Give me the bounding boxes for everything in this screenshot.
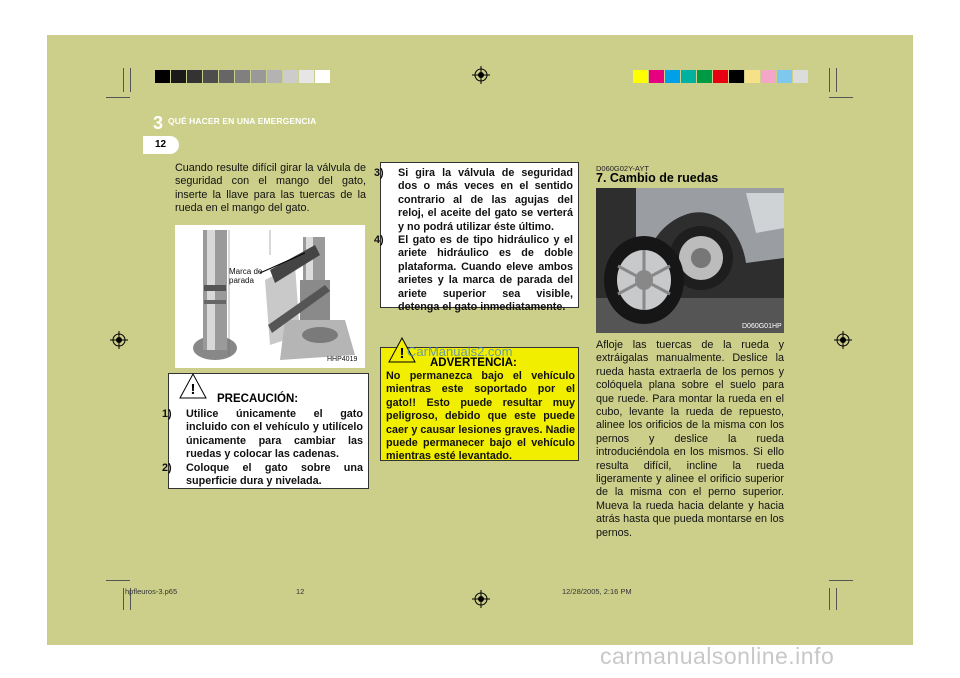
color-swatch (171, 70, 186, 83)
color-swatch (219, 70, 234, 83)
crop-mark (836, 588, 837, 610)
color-swatch (665, 70, 680, 83)
site-watermark: carmanualsonline.info (600, 643, 835, 669)
color-swatch (681, 70, 696, 83)
jack-figure (175, 225, 365, 368)
footer-date: 12/28/2005, 2:16 PM (562, 587, 632, 596)
crop-mark (829, 97, 853, 98)
color-swatch (649, 70, 664, 83)
color-swatch (633, 70, 648, 83)
registration-mark-icon (834, 331, 852, 349)
color-swatch (745, 70, 760, 83)
watermark-text: CarManuals2.com (407, 344, 513, 359)
wheel-change-paragraph: Afloje las tuercas de la rueda y extráigalas manualmente. Deslice la rueda hasta extraerla de los pernos y colóquela plana sobre el suelo para que ruede. Para montar la rueda en el cubo, levante la rueda de repuesto, alinee los orificios de la misma con los pernos y deslice la rueda introduciéndola en los mismos. Si ello resulta difícil, incline la rueda ligeramente y alinee el orificio superior de la misma con el perno superior. Mueva la rueda hacia delante y hacia atrás hasta que pueda montarse en los pernos. (596, 339, 784, 539)
color-swatch (235, 70, 250, 83)
crop-mark (829, 68, 830, 92)
page-number: 12 (143, 136, 179, 154)
color-swatch (713, 70, 728, 83)
wheel-change-figure (596, 188, 784, 333)
caution-list (162, 408, 363, 488)
caution-box (162, 373, 369, 489)
chapter-number: 3 (153, 113, 164, 133)
instruction-list (374, 167, 573, 314)
footer-page: 12 (296, 587, 305, 596)
caution-title: PRECAUCIÓN: (217, 393, 299, 405)
grayscale-calibration-bar (155, 70, 331, 83)
color-swatch (203, 70, 218, 83)
footer-file: hpfleuros-3.p65 (125, 587, 178, 596)
crop-mark (106, 580, 130, 581)
color-swatch (315, 70, 330, 83)
color-swatch (729, 70, 744, 83)
color-calibration-bar (633, 70, 809, 83)
registration-mark-icon (472, 66, 490, 84)
color-swatch (697, 70, 712, 83)
intro-paragraph: Cuando resulte difícil girar la válvula de seguridad con el mango del gato, inserte la llave para las tuercas de la rueda en el mango del gato. (175, 162, 366, 215)
color-swatch (299, 70, 314, 83)
crop-mark (106, 97, 130, 98)
color-swatch (251, 70, 266, 83)
warning-triangle-icon (179, 373, 207, 399)
crop-mark (123, 588, 124, 610)
figure-code: D060G01HP (742, 323, 782, 330)
registration-mark-icon (472, 590, 490, 608)
section-code: D060G02Y-AYT (596, 164, 649, 173)
section-heading: 7. Cambio de ruedas (596, 171, 719, 185)
color-swatch (777, 70, 792, 83)
color-swatch (761, 70, 776, 83)
crop-mark (123, 68, 124, 92)
caution-item-2: 2) Coloque el gato sobre una superficie dura y nivelada. (162, 461, 363, 488)
color-swatch (283, 70, 298, 83)
caution-item-1: 1) Utilice únicamente el gato incluido con el vehículo y utilícelo únicamente para cambiar las ruedas y colocar las cadenas. (162, 408, 363, 461)
registration-mark-icon (110, 331, 128, 349)
warning-box (380, 344, 579, 463)
warning-title: ADVERTENCIA: (430, 357, 517, 369)
color-swatch (793, 70, 808, 83)
svg-text:!: ! (399, 345, 405, 362)
crop-mark (829, 588, 830, 610)
chapter-title: QUÉ HACER EN UNA EMERGENCIA (168, 116, 317, 126)
crop-mark (836, 68, 837, 92)
color-swatch (187, 70, 202, 83)
instruction-item-3: 3) Si gira la válvula de seguridad dos o más veces en el sentido contrario al de las agujas del reloj, el aceite del gato se verterá y no podrá utilizar éste último. (374, 167, 573, 233)
figure-code: HHP4019 (327, 356, 358, 363)
crop-mark (829, 580, 853, 581)
color-swatch (155, 70, 170, 83)
warning-text: No permanezca bajo el vehículo mientras este soportado por el gato!! Esto puede resultar muy peligroso, debido que este puede caer y causar lesiones graves. Nadie puede permanecer bajo el vehículo mientras esté levantado. (386, 370, 575, 463)
jack-instructions-box (374, 162, 579, 314)
svg-text:!: ! (190, 381, 196, 398)
wheel-change-photo (596, 188, 784, 333)
color-swatch (267, 70, 282, 83)
instruction-item-4: 4) El gato es de tipo hidráulico y el ariete hidráulico es de doble plataforma. Cuando eleve ambos arietes y la marca de parada del ariete superior sea visible, detenga el gato inmediatamente. (374, 234, 573, 314)
hydraulic-jack-illustration (175, 225, 365, 368)
stop-mark-label: Marca de parada (229, 267, 263, 285)
crop-mark (130, 68, 131, 92)
